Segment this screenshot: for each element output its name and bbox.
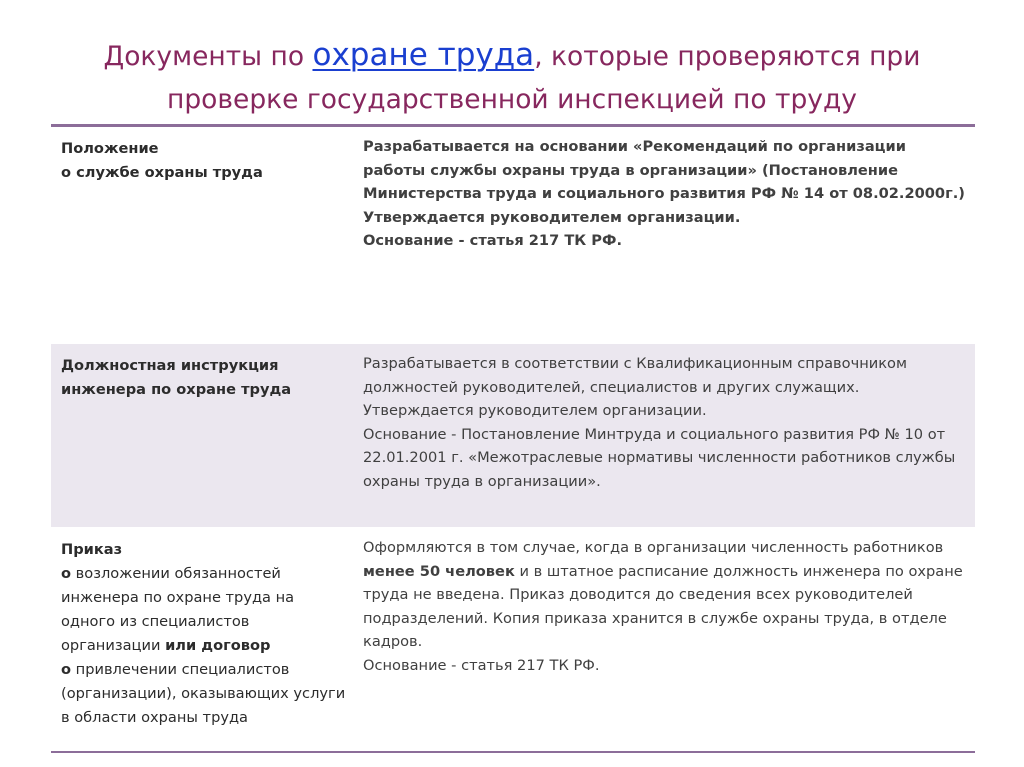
row3-left-o1: о	[61, 565, 72, 582]
row3-description	[351, 528, 975, 751]
title-part2: , которые проверяются при проверке государственной инспекцией по труду	[167, 41, 921, 115]
row3-left-o2: о	[61, 661, 72, 678]
row2-document	[51, 344, 351, 527]
row1-description	[351, 127, 975, 343]
slide-title	[40, 34, 984, 121]
row3-right-b1: менее 50 человек	[363, 562, 515, 580]
row3-right-t2: и в штатное расписание должность инженера по охране труда не введена. Приказ доводится до сведения всех руководителей подразделений. Копия приказа хранится в службе охраны труда, в отделе кадров.	[363, 562, 963, 650]
table-row	[51, 127, 975, 343]
row3-left-head: Приказ	[61, 541, 123, 558]
row3-right-t1: Оформляются в том случае, когда в организации численность работников	[363, 539, 944, 556]
row3-left-t2: привлечении специалистов (организации), оказывающих услуги в области охраны труда	[61, 661, 346, 726]
row3-document	[51, 528, 351, 751]
row2-left-text: Должностная инструкция инженера по охране труда	[61, 357, 292, 398]
row1-document	[51, 127, 351, 343]
title-link[interactable]: охране труда	[312, 37, 535, 73]
row1-left-line1: Положение	[61, 140, 159, 157]
documents-table	[51, 124, 975, 753]
row1-right-basis: Основание - статья 217 ТК РФ.	[363, 232, 622, 249]
table-row	[51, 343, 975, 527]
table-row	[51, 527, 975, 751]
row1-left-line2: о службе охраны труда	[61, 164, 263, 181]
row2-description	[351, 344, 975, 527]
row3-left-t1: возложении обязанностей инженера по охране труда на одного из специалистов организации	[61, 565, 295, 654]
row2-right-p2: Утверждается руководителем организации.	[363, 402, 707, 419]
title-part1: Документы по	[103, 41, 313, 72]
row3-right-basis: Основание - статья 217 ТК РФ.	[363, 656, 600, 674]
row1-right-text: Разрабатывается на основании «Рекомендаций по организации работы службы охраны труда в организации» (Постановление Министерства труда и социального развития РФ № 14 от 08.02.2000г.) Утверждается руководителем организации.	[363, 138, 965, 226]
table-bottom-rule	[51, 751, 975, 753]
row3-left-b1: или договор	[165, 637, 271, 654]
row2-right-p3: Основание - Постановление Минтруда и социального развития РФ № 10 от 22.01.2001 г. «Межотраслевые нормативы численности работников службы охраны труда в организации».	[363, 425, 956, 490]
row2-right-p1: Разрабатывается в соответствии с Квалификационным справочником должностей руководителей, специалистов и других служащих.	[363, 355, 907, 396]
